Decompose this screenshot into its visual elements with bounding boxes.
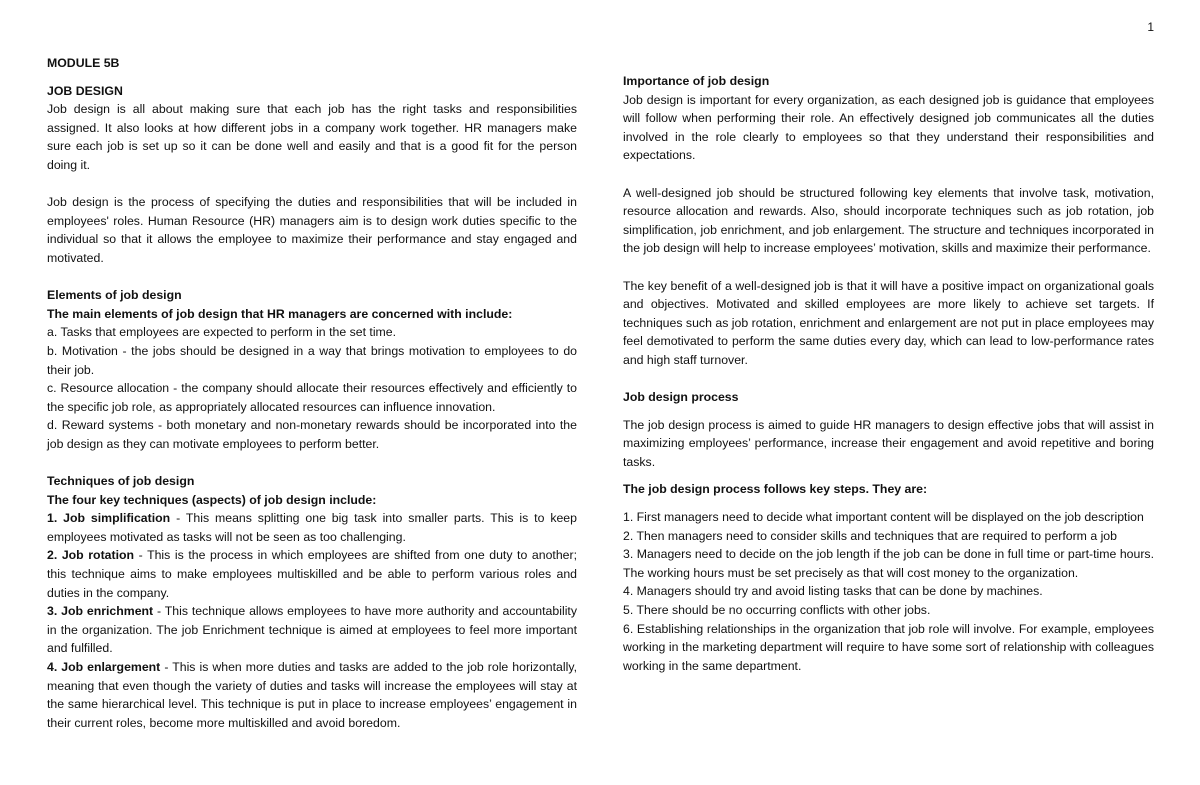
step-item: 1. First managers need to decide what important content will be displayed on the job description bbox=[623, 510, 1144, 525]
technique-text: - This is the process in which employees are shifted from one duty to another; this technique aims to make employees multiskilled and be able to perform various roles and duties in the company. bbox=[47, 548, 578, 600]
importance-paragraph-2: A well-designed job should be structured following key elements that involve task, motivation, resource allocation and rewards. Also, should incorporate techniques such as job rotation, job simplification, job enrichment, and job enlargement. The structure and techniques incorporated in the job design will help to increase employees’ motivation, skills and maximize their performance. bbox=[623, 185, 1154, 256]
importance-paragraph-1: Job design is important for every organization, as each designed job is guidance that employees will follow when performing their role. An effectively designed job communicates all the duties involved in the role clearly to employees so that they understand their responsibilities and expectations. bbox=[623, 92, 1154, 163]
element-item: c. Resource allocation - the company should allocate their resources effectively and efficiently to the specific job role, as appropriately allocated resources can influence innovation. bbox=[47, 381, 577, 414]
step-item: 3. Managers need to decide on the job length if the job can be done in full time or part-time hours. The working hours must be set precisely as that will cost money to the organization. bbox=[623, 547, 1154, 580]
technique-text: - This means splitting one big task into smaller parts. This is to keep employees motivated as tasks will not be seen as too challenging. bbox=[47, 511, 577, 544]
technique-text: - This is when more duties and tasks are added to the job role horizontally, meaning that even though the variety of duties and tasks will increase the employees will stay at the same hierarchical level. This technique is put in place to increase employees’ engagement in their current roles, become more multiskilled and avoid boredom. bbox=[47, 660, 577, 730]
importance-paragraph-3: The key benefit of a well-designed job is that it will have a positive impact on organizational goals and objectives. Motivated and skilled employees are more likely to achieve set targets. If techniques such as job rotation, enrichment and enlargement are not put in place employees may feel demotivated to perform the same duties every day, which can lead to low-performance rates and high staff turnover. bbox=[623, 278, 1154, 367]
elements-heading: Elements of job design bbox=[47, 288, 182, 303]
right-column bbox=[623, 72, 1154, 675]
step-item: 2. Then managers need to consider skills and techniques that are required to perform a job bbox=[623, 528, 1117, 543]
technique-item bbox=[47, 546, 577, 602]
process-paragraph: The job design process is aimed to guide HR managers to design effective jobs that will assist in maximizing employees’ performance, increase their engagement and avoid repetitive and boring tasks. bbox=[623, 417, 1154, 469]
importance-heading: Importance of job design bbox=[623, 74, 770, 88]
technique-item bbox=[47, 509, 577, 546]
element-item: a. Tasks that employees are expected to perform in the set time. bbox=[47, 325, 397, 340]
techniques-intro: The four key techniques (aspects) of job design include: bbox=[47, 492, 377, 507]
element-item: d. Reward systems - both monetary and non-monetary rewards should be incorporated into the job design as they can motivate employees to perform better. bbox=[47, 418, 577, 451]
left-column bbox=[47, 54, 577, 732]
technique-term: 2. Job rotation bbox=[47, 548, 135, 563]
job-design-heading: JOB DESIGN bbox=[47, 83, 123, 98]
technique-term: 4. Job enlargement bbox=[47, 660, 161, 674]
elements-intro: The main elements of job design that HR managers are concerned with include: bbox=[47, 306, 513, 321]
job-design-paragraph-2: Job design is the process of specifying the duties and responsibilities that will be included in employees' roles. Human Resource (HR) managers aim is to design work duties specific to the individual so that it allows the employee to maximize their performance and stay engaged and motivated. bbox=[47, 195, 577, 265]
job-design-paragraph-1: Job design is all about making sure that each job has the right tasks and responsibilities assigned. It also looks at how different jobs in a company work together. HR managers make sure each job is set up so it can be done well and easily and that is a good fit for the person doing it. bbox=[47, 102, 577, 172]
step-item: 5. There should be no occurring conflicts with other jobs. bbox=[623, 603, 931, 618]
technique-text: - This technique allows employees to have more authority and accountability in the organization. The job Enrichment technique is aimed at employees to feel more important and fulfilled. bbox=[47, 604, 577, 656]
technique-item bbox=[47, 658, 577, 732]
technique-term: 1. Job simplification bbox=[47, 511, 171, 526]
steps-intro: The job design process follows key steps. They are: bbox=[623, 482, 928, 497]
technique-item bbox=[47, 602, 577, 658]
element-item: b. Motivation - the jobs should be designed in a way that brings motivation to employees to do their job. bbox=[47, 343, 577, 377]
technique-term: 3. Job enrichment bbox=[47, 604, 154, 619]
step-item: 6. Establishing relationships in the organization that job role will involve. For example, employees working in the marketing department will require to have some sort of relationship with colleagues working in the same department. bbox=[623, 621, 1154, 673]
techniques-heading: Techniques of job design bbox=[47, 474, 195, 489]
step-item: 4. Managers should try and avoid listing tasks that can be done by machines. bbox=[623, 584, 1043, 599]
page-number: 1 bbox=[1147, 20, 1154, 34]
module-title: MODULE 5B bbox=[47, 56, 120, 70]
process-heading: Job design process bbox=[623, 390, 739, 405]
